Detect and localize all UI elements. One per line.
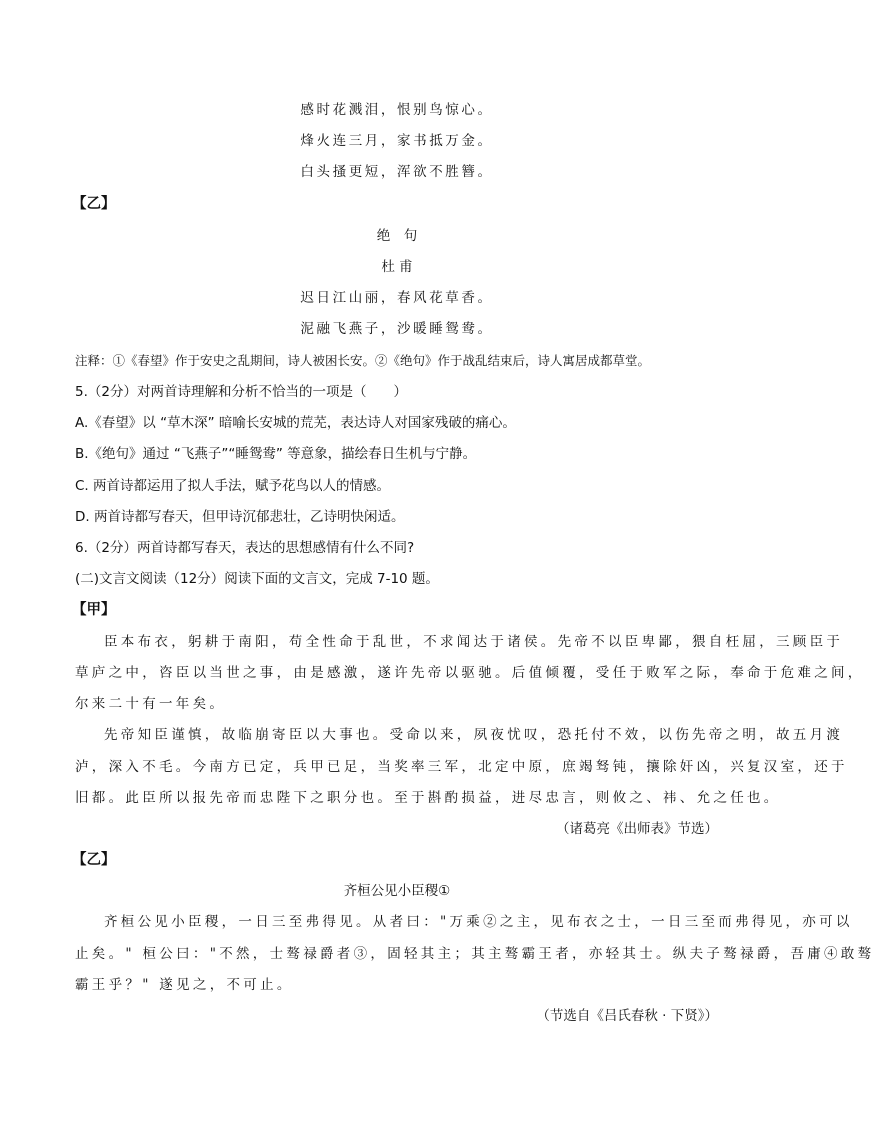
- yi-source: （节选自《吕氏春秋 · 下贤》）: [536, 1008, 718, 1024]
- jia-source: （诸葛亮《出师表》节选）: [556, 821, 718, 837]
- yi-line-2: 止矣。" 桓公曰："不然，士骜禄爵者③，固轻其主；其主骜霸王者，亦轻其士。纵夫子骜禄爵，吾庸④敢骜: [75, 946, 874, 962]
- jia-p2-line-1: 先帝知臣谨慎，故临崩寄臣以大事也。受命以来，夙夜忧叹，恐托付不效，以伤先帝之明，故五月渡: [104, 727, 844, 743]
- poem-jia-line-1: 感时花溅泪，恨别鸟惊心。: [300, 102, 494, 118]
- q6-stem: 6.（2分）两首诗都写春天，表达的思想感情有什么不同?: [75, 540, 415, 556]
- q5-option-b: B.《绝句》通过 “飞燕子”“睡鸳鸯” 等意象，描绘春日生机与宁静。: [75, 446, 477, 462]
- poem-yi-line-1: 迟日江山丽，春风花草香。: [300, 290, 494, 306]
- poem-yi-title: 绝 句: [376, 228, 418, 244]
- yi-title: 齐桓公见小臣稷①: [343, 883, 451, 899]
- jia-p2-line-2: 泸，深入不毛。今南方已定，兵甲已足，当奖率三军，北定中原，庶竭驽钝，攘除奸凶，兴复汉室，还于: [75, 759, 848, 775]
- poem-note: 注释：①《春望》作于安史之乱期间，诗人被困长安。②《绝句》作于战乱结束后，诗人寓居成都草堂。: [75, 353, 651, 368]
- label-jia: 【甲】: [72, 602, 116, 618]
- q5-stem: 5.（2分）对两首诗理解和分析不恰当的一项是（ ）: [75, 384, 407, 400]
- q5-option-d: D. 两首诗都写春天，但甲诗沉郁悲壮，乙诗明快闲适。: [75, 509, 405, 525]
- jia-p1-line-3: 尔来二十有一年矣。: [75, 696, 227, 712]
- yi-line-3: 霸王乎？" 遂见之，不可止。: [75, 977, 294, 993]
- section2-heading: (二)文言文阅读（12分）阅读下面的文言文，完成 7-10 题。: [75, 571, 439, 587]
- poem-jia-line-3: 白头搔更短，浑欲不胜簪。: [300, 164, 494, 180]
- jia-p1-line-1: 臣本布衣，躬耕于南阳，苟全性命于乱世，不求闻达于诸侯。先帝不以臣卑鄙，猥自枉屈，三顾臣于: [104, 634, 844, 650]
- jia-p2-line-3: 旧都。此臣所以报先帝而忠陛下之职分也。至于斟酌损益，进尽忠言，则攸之、祎、允之任也。: [75, 790, 781, 806]
- poem-jia-line-2: 烽火连三月，家书抵万金。: [300, 133, 494, 149]
- poem-yi-line-2: 泥融飞燕子，沙暖睡鸳鸯。: [300, 321, 494, 337]
- q5-option-c: C. 两首诗都运用了拟人手法，赋予花鸟以人的情感。: [75, 478, 391, 494]
- yi-line-1: 齐桓公见小臣稷，一日三至弗得见。从者曰："万乘②之主，见布衣之士，一日三至而弗得见，亦可以: [104, 914, 853, 930]
- poem-yi-author: 杜 甫: [381, 259, 413, 275]
- label-yi: 【乙】: [72, 196, 116, 212]
- q5-option-a: A.《春望》以 “草木深” 暗喻长安城的荒芜，表达诗人对国家残破的痛心。: [75, 415, 516, 431]
- label-yi-2: 【乙】: [72, 852, 116, 868]
- jia-p1-line-2: 草庐之中，咨臣以当世之事，由是感激，遂许先帝以驱驰。后值倾覆，受任于败军之际，奉命于危难之间，: [75, 665, 865, 681]
